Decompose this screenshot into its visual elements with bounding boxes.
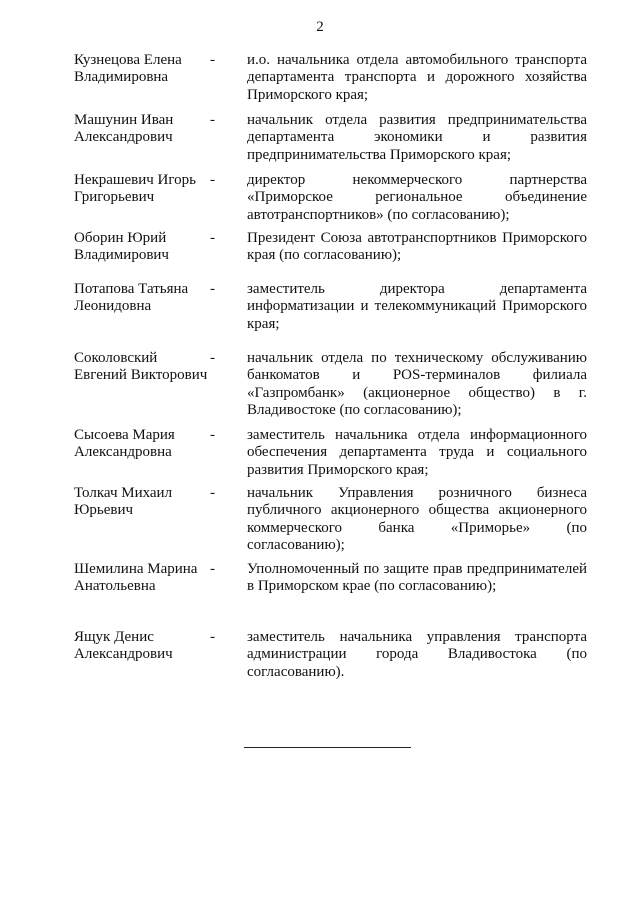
member-position: начальник отдела развития предпринимательства департамента экономики и развития предпринимательства Приморского края; [247,112,587,163]
dash-separator: - [210,172,215,188]
member-position: Уполномоченный по защите прав предпринимателей в Приморском крае (по согласованию); [247,561,587,595]
dash-separator: - [210,350,215,366]
dash-separator: - [210,112,215,128]
member-position: заместитель начальника отдела информационного обеспечения департамента труда и социального развития Приморского края; [247,427,587,478]
member-name: Ящук Денис Александрович [74,629,173,663]
member-name: Соколовский Евгений Викторович [74,350,208,384]
page-number: 2 [316,19,324,35]
member-position: начальник отдела по техническому обслуживанию банкоматов и POS-терминалов филиала «Газпромбанк» (акционерное общество) в г. Владивостоке (по согласованию); [247,350,587,419]
member-position: заместитель директора департамента информатизации и телекоммуникаций Приморского края; [247,281,587,332]
dash-separator: - [210,281,215,297]
member-name: Шемилина Марина Анатольевна [74,561,198,595]
closing-rule [244,747,411,748]
member-position: заместитель начальника управления транспорта администрации города Владивостока (по согласованию). [247,629,587,680]
dash-separator: - [210,230,215,246]
dash-separator: - [210,629,215,645]
member-name: Сысоева Мария Александровна [74,427,175,461]
member-name: Кузнецова Елена Владимировна [74,52,182,86]
member-position: начальник Управления розничного бизнеса публичного акционерного общества акционерного коммерческого банка «Приморье» (по согласованию); [247,485,587,554]
member-position: директор некоммерческого партнерства «Приморское региональное объединение автотранспортников» (по согласованию); [247,172,587,223]
member-name: Оборин Юрий Владимирович [74,230,169,264]
dash-separator: - [210,561,215,577]
member-position: и.о. начальника отдела автомобильного транспорта департамента транспорта и дорожного хозяйства Приморского края; [247,52,587,103]
dash-separator: - [210,52,215,68]
dash-separator: - [210,485,215,501]
member-name: Толкач Михаил Юрьевич [74,485,173,519]
member-name: Потапова Татьяна Леонидовна [74,281,189,315]
dash-separator: - [210,427,215,443]
member-position: Президент Союза автотранспортников Приморского края (по согласованию); [247,230,587,264]
member-name: Машунин Иван Александрович [74,112,174,146]
member-name: Некрашевич Игорь Григорьевич [74,172,196,206]
